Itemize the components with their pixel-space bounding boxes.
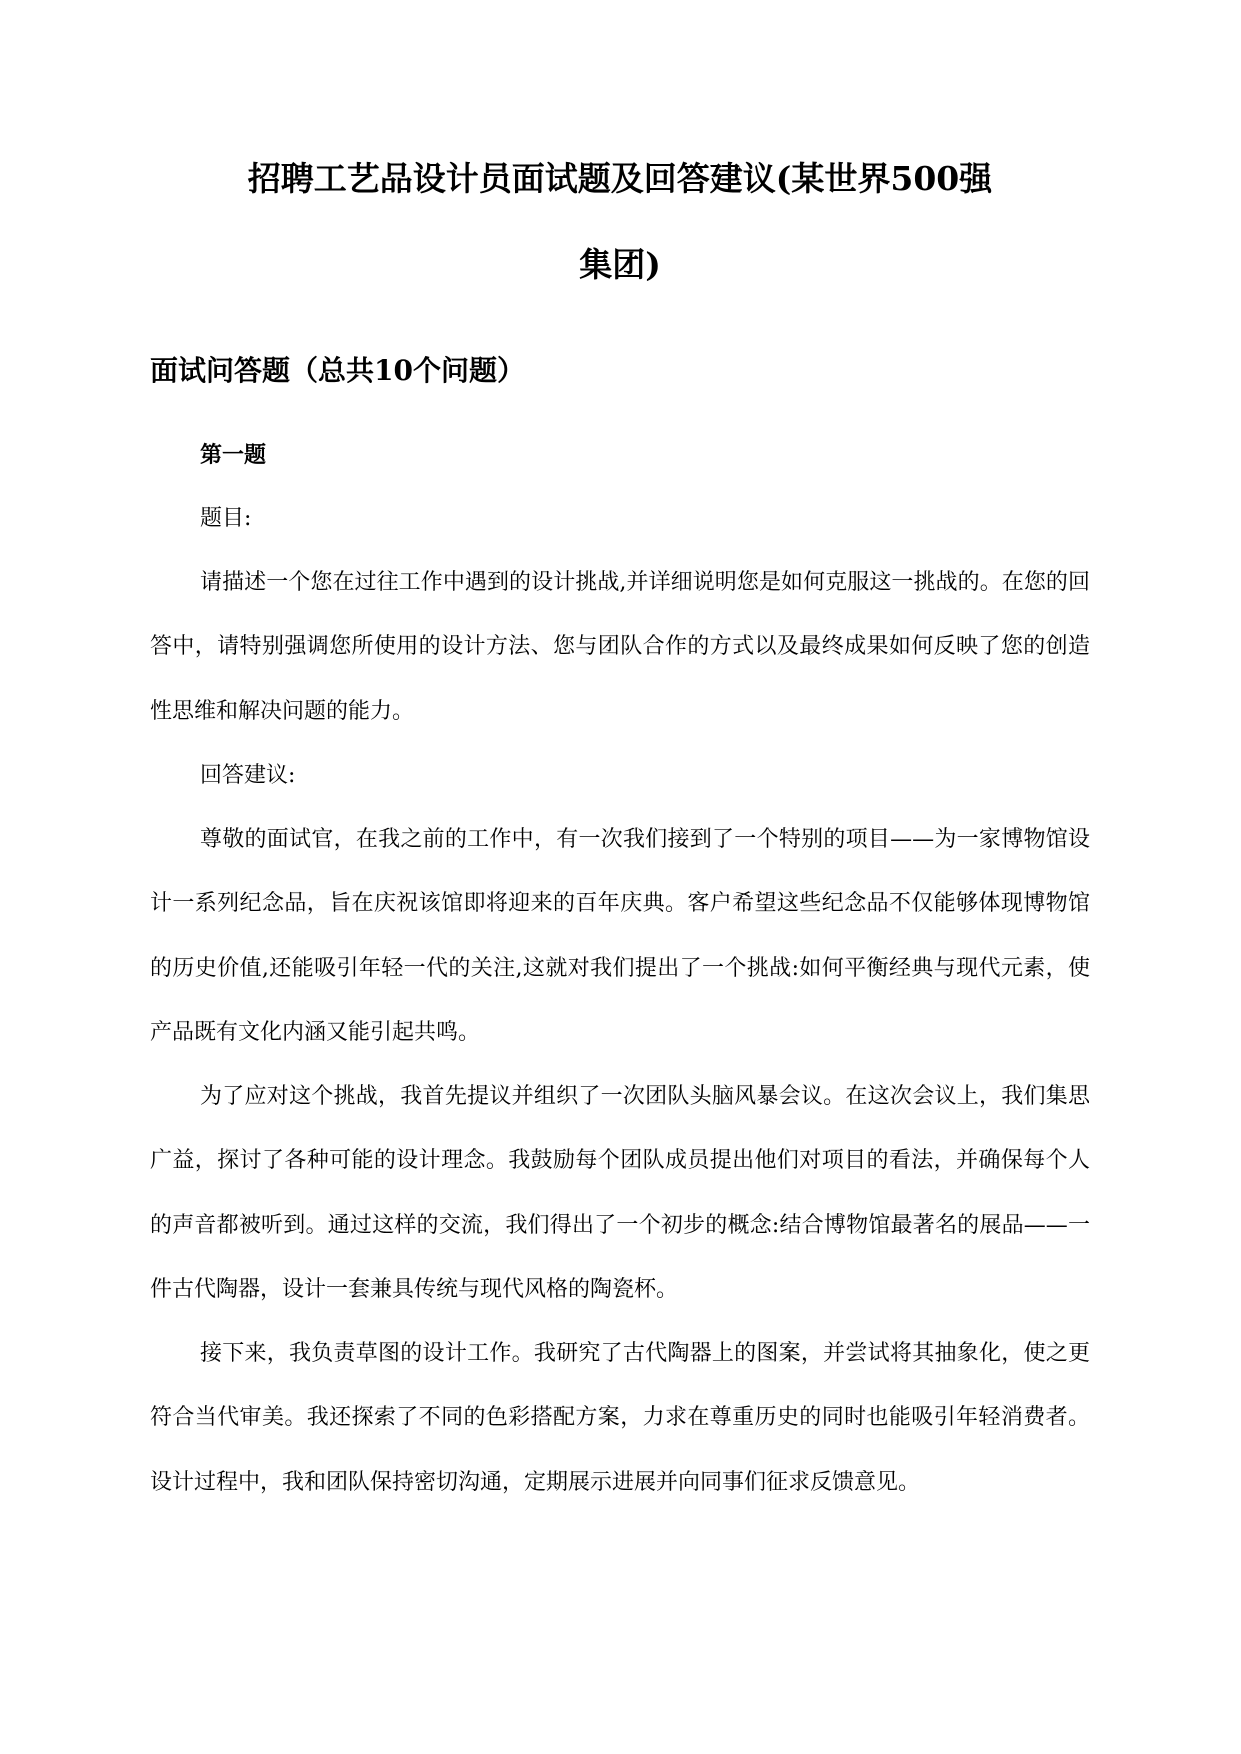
document-title-line-1: 招聘工艺品设计员面试题及回答建议(某世界500强 (247, 159, 993, 198)
answer-paragraph: 接下来，我负责草图的设计工作。我研究了古代陶器上的图案，并尝试将其抽象化，使之更符合当代审美。我还探索了不同的色彩搭配方案，力求在尊重历史的同时也能吸引年轻消费者。设计过程中，我和团队保持密切沟通，定期展示进展并向同事们征求反馈意见。 (150, 1341, 1090, 1495)
answer-paragraph: 尊敬的面试官，在我之前的工作中，有一次我们接到了一个特别的项目——为一家博物馆设计一系列纪念品，旨在庆祝该馆即将迎来的百年庆典。客户希望这些纪念品不仅能够体现博物馆的历史价值,还能吸引年轻一代的关注,这就对我们提出了一个挑战:如何平衡经典与现代元素，使产品既有文化内涵又能引起共鸣。 (150, 827, 1090, 1045)
answer-label: 回答建议: (200, 763, 296, 788)
document-title-line-2: 集团) (579, 245, 661, 284)
question-text: 请描述一个您在过往工作中遇到的设计挑战,并详细说明您是如何克服这一挑战的。在您的回答中，请特别强调您所使用的设计方法、您与团队合作的方式以及最终成果如何反映了您的创造性思维和解决问题的能力。 (150, 570, 1090, 724)
question-label: 题目: (200, 506, 252, 531)
section-heading: 面试问答题（总共10个问题） (150, 354, 525, 387)
answer-paragraph: 为了应对这个挑战，我首先提议并组织了一次团队头脑风暴会议。在这次会议上，我们集思广益，探讨了各种可能的设计理念。我鼓励每个团队成员提出他们对项目的看法，并确保每个人的声音都被听到。通过这样的交流，我们得出了一个初步的概念:结合博物馆最著名的展品——一件古代陶器，设计一套兼具传统与现代风格的陶瓷杯。 (150, 1084, 1090, 1302)
question-heading: 第一题 (200, 442, 267, 468)
